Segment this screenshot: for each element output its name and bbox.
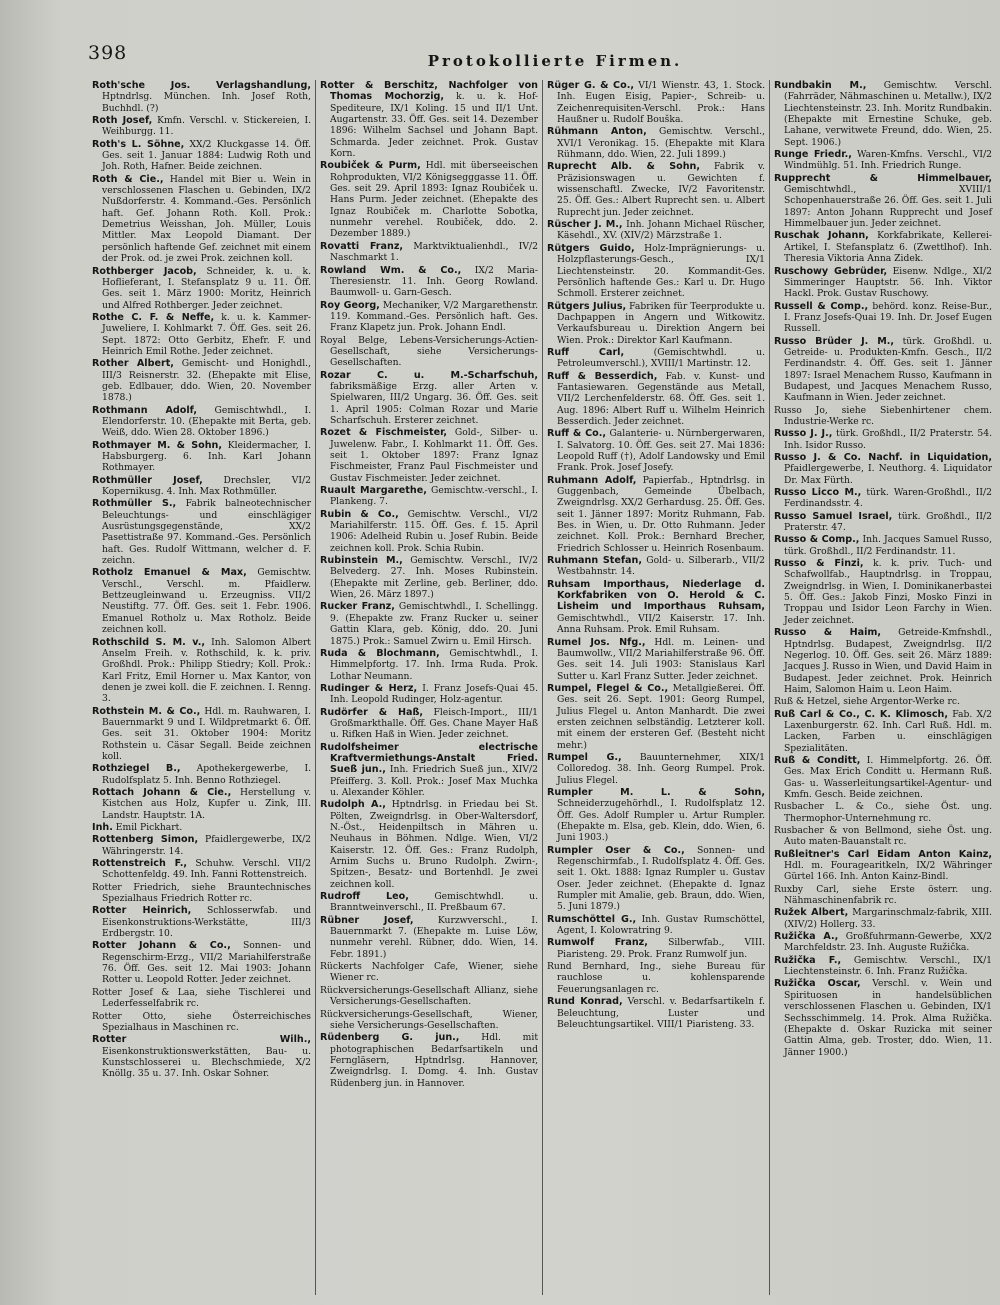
firm-details: Marktviktualienhdl., IV/2 Naschmarkt 1.	[330, 240, 538, 264]
register-entry	[547, 371, 765, 428]
firm-details: Gemischt- und Honighdl., III/3 Reisnerstr. 32. (Ehepakte mit Elise, geb. Edlbauer, ddo. Wien, 20. November 1878.)	[102, 358, 311, 404]
firm-details: Emil Pickhart.	[115, 822, 183, 833]
register-entry	[320, 509, 538, 554]
register-entry	[547, 752, 765, 786]
firm-name: Ružička A.,	[774, 931, 839, 943]
firm-details: Schlosserwfab. und Eisenkonstruktions-Werkstätte, III/3 Erdbergstr. 10.	[102, 905, 311, 940]
register-entry	[774, 884, 992, 907]
register-entry	[92, 940, 311, 985]
firm-details: türk. Großhdl. u. Getreide- u. Produkten-Kmfn. Gesch., II/2 Ferdinandstr. 4. Öff. Ges. seit 1. Jänner 1897: Israel Menachem Russo, Kaufmann in Budapest, und Jacques Menachem Russo, Kaufmann in Wien. Jeder zeichnet.	[784, 335, 992, 404]
register-entry	[92, 498, 311, 566]
firm-details: k. u. k. Kammer-Juweliere, I. Kohlmarkt 7. Öff. Ges. seit 26. Sept. 1872: Otto Gerbitz, Ehefr. F. und Heinrich Emil Rothe. Jeder zeichnet.	[102, 311, 312, 357]
firm-details: Kurzwverschl., I. Bauernmarkt 7. (Ehepakte m. Luise Löw, nunmehr verehl. Rübner, ddo. Wien, 14. Febr. 1891.)	[330, 914, 538, 960]
firm-name: Rothmüller Josef,	[92, 474, 203, 486]
register-entry	[92, 80, 311, 114]
firm-name: Roy Georg,	[320, 299, 380, 311]
firm-details: Gemischtw. Verschl., Verschl. m. Pfaidlerw. Bettzeugleinwand u. Erzeugniss. VII/2 Neustiftg. 77. Öff. Ges. seit 1. Febr. 1906. Emanuel Rotholz u. Max Rotholz. Beide zeichnen koll.	[102, 567, 312, 636]
firm-name: Ruß & Conditt,	[774, 754, 861, 766]
register-entry	[547, 637, 765, 682]
firm-details: Hdl. mit überseeischen Rohprodukten, VI/2 Königsegggasse 11. Öff. Ges. seit 29. April 1893: Ignaz Roubiček u. Hans Purm. Jeder zeichnet. (Ehepakte des Ignaz Roubiček m. Charlotte Sobotka, nunmehr verehel. Roubiček, ddo. 2. Dezember 1889.)	[330, 160, 538, 240]
register-entry	[547, 161, 765, 218]
firm-name: Ruhmann Adolf,	[547, 474, 637, 486]
firm-details: Inh. Jacques Samuel Russo, türk. Großhdl., II/2 Ferdinandstr. 11.	[784, 534, 992, 557]
firm-details: Verschl. v. Wein und Spirituosen in handelsüblichen verschlossenen Flaschen u. Gebinden, IX/1 Sechsschimmelg. 14. Prok. Alma Ružička. (Ehepakte d. Oskar Ruzicka mit seiner Gattin Alma, geb. Troster, ddo. Wien, 11. Jänner 1900.)	[784, 978, 992, 1058]
firm-details: Gemischtwhdl., I. Schellingg. 9. (Ehepakte zw. Franz Rucker u. seiner Gattin Klara, geb. König, ddo. 20. Juni 1875.) Prok.: Samuel Zwirn u. Emil Hirsch.	[330, 601, 538, 647]
firm-details: Getreide-Kmfnshdl., Hptndrlsg. Budapest, Zweigndrlsg. II/2 Negerlog. 10. Öff. Ges. seit 26. März 1889: Jacques J. Russo in Wien, und David Haim in Budapest. Jeder zeichnet. Prok. Heinrich Haim, Salomon Haim u. Leon Haim.	[784, 627, 992, 695]
firm-name: Rothstein M. & Co.,	[92, 705, 201, 717]
register-entry	[92, 266, 311, 311]
register-entry	[92, 882, 311, 905]
register-entry	[774, 558, 992, 626]
register-entry	[92, 987, 311, 1010]
register-entry	[774, 452, 992, 486]
register-entry	[774, 978, 992, 1057]
register-entry	[547, 347, 765, 370]
firm-details: Gemischtwhdl., I. Himmelpfortg. 17. Inh. Irma Ruda. Prok. Lothar Neumann.	[330, 647, 539, 682]
register-entry	[547, 475, 765, 554]
firm-name: Ružek Albert,	[774, 907, 849, 919]
firm-details: Fab. v. Kunst- und Fantasiewaren. Gegenstände aus Metall, VII/2 Lerchenfelderstr. 68. Öff. Ges. seit 1. Aug. 1896: Albert Ruff u. Wilhelm Heinrich Besserdich. Jeder zeichnet.	[557, 370, 765, 427]
firm-details: Pfaidlergewerbe, IX/2 Währingerstr. 14.	[102, 834, 312, 857]
firm-details: Hptndrlsg. München. Inh. Josef Roth, Buchhdl. (?)	[102, 91, 311, 114]
firm-name: Roth Josef,	[92, 115, 153, 127]
firm-name: Rozar C. u. M.-Scharfschuh,	[320, 369, 538, 381]
firm-name: Ruschak Johann,	[774, 230, 869, 242]
firm-details: Verschl. v. Bedarfsartikeln f. Beleuchtung, Luster und Beleuchtungsartikel. VIII/1 Piaristeng. 33.	[557, 996, 765, 1030]
firm-name: Rothmayer M. & Sohn,	[92, 439, 223, 451]
firm-details: Gemischtw. Verschl., XVI/1 Veronikag. 15. (Ehepakte mit Klara Rühmann, ddo. Wien, 22. Juli 1899.)	[557, 126, 766, 161]
register-entry	[92, 822, 311, 833]
register-entry	[320, 160, 538, 239]
register-entry	[320, 335, 538, 369]
firm-name: Rühmann Anton,	[547, 126, 647, 138]
firm-name: Rotter Johann & Co.,	[92, 940, 231, 952]
firm-name: Russo Brüder J. M.,	[774, 335, 895, 347]
firm-details: Bauunternehmer, XIX/1 Colloredog. 38. Inh. Georg Rumpel. Prok. Julius Flegel.	[557, 751, 765, 786]
firm-name: Rudinger & Herz,	[320, 682, 418, 694]
firm-name: Rudörfer & Haß,	[320, 706, 423, 718]
register-entry	[92, 1011, 311, 1034]
firm-details: Inh. Gustav Rumschöttel, Agent, I. Kolowratring 9.	[557, 913, 765, 937]
firm-name: Ruda & Blochmann,	[320, 647, 440, 659]
firm-details: Inh. Friedrich Sueß jun., XIV/2 Pfeifferg. 3. Koll. Prok.: Josef Max Muchka u. Alexander Köhler.	[330, 764, 538, 798]
firm-details: Rusbacher & von Bellmond, siehe Öst. ung. Auto maten-Bauanstalt rc.	[774, 825, 992, 848]
firm-name: Rumwolf Franz,	[547, 937, 648, 949]
firm-details: Hdl. m. Fouragearitkeln, IX/2 Währinger Gürtel 166. Inh. Anton Kainz-Bindl.	[784, 860, 992, 883]
firm-details: Herstellung v. Kistchen aus Holz, Kupfer u. Zink, III. Landstr. Hauptstr. 1A.	[102, 786, 312, 821]
page-number: 398	[88, 42, 128, 64]
register-entry	[547, 961, 765, 995]
register-entry	[320, 985, 538, 1008]
firm-details: k. u. k. Hof-Spediteure, IX/1 Koling. 15 und II/1 Unt. Augartenstr. 33. Öff. Ges. seit 14. Dezember 1896: Wilhelm Sachsel und Johann Bapt. Schmarda. Jeder zeichnet. Prok. Gustav Korn.	[330, 91, 539, 160]
firm-name: Rothberger Jacob,	[92, 265, 197, 277]
register-entry	[547, 555, 765, 578]
firm-name: Russo J. J.,	[774, 428, 833, 440]
register-entry	[547, 219, 765, 242]
column-3	[542, 80, 769, 1295]
firm-details: IX/2 Maria-Theresienstr. 11. Inh. Georg Rowland. Baumwoll- u. Garn-Gesch.	[330, 264, 538, 299]
firm-name: Ruff & Co.,	[547, 428, 606, 440]
register-entry	[320, 707, 538, 741]
firm-name: Rußleitner's Carl Eidam Anton Kainz,	[774, 848, 992, 860]
firm-details: Fabriken für Teerprodukte u. Dachpappen in Angern und Witkowitz. Verkaufsbureau u. Direktion Angern bei Wien. Prok.: Direktor Karl Kaufmann.	[557, 300, 765, 346]
firm-name: Russo & Comp.,	[774, 534, 860, 546]
register-entry	[320, 265, 538, 299]
register-entry	[774, 487, 992, 510]
register-entry	[92, 637, 311, 705]
register-entry	[320, 300, 538, 334]
register-entry	[92, 763, 311, 786]
register-entry	[320, 485, 538, 508]
firm-details: Drechsler, VI/2 Kopernikusg. 4. Inh. Max Rothmüller.	[102, 474, 311, 498]
firm-details: Gemischtw. Verschl., IX/1 Liechtensteinstr. 6. Inh. Franz Ružička.	[784, 954, 993, 978]
firm-name: Rotholz Emanuel & Max,	[92, 567, 247, 579]
firm-details: VI/1 Wienstr. 43, 1. Stock. Inh. Eugen Eisig, Papier-, Schreib- u. Zeichenrequisiten-Verschl. Prok.: Hans Haußner u. Rudolf Bouška.	[557, 80, 765, 126]
register-entry	[320, 648, 538, 682]
firm-details: Kmfn. Verschl. v. Stickereien, I. Weihburgg. 11.	[102, 115, 312, 138]
firm-name: Russo Licco M.,	[774, 487, 862, 499]
page-title: Protokollierte Firmen.	[427, 52, 683, 70]
register-entry	[774, 149, 992, 172]
firm-name: Inh.	[92, 822, 113, 833]
register-entry	[774, 696, 992, 707]
firm-name: Rucker Franz,	[320, 601, 395, 613]
register-entry	[92, 358, 311, 403]
firm-details: Galanterie- u. Nürnbergerwaren, I. Salvatorg. 10. Öff. Ges. seit 27. Mai 1836: Leopold Ruff (†), Adolf Landowsky und Emil Frank. Prok. Josef Josefy.	[557, 428, 765, 474]
firm-name: Rudolfsheimer electrische Kraftvermiethungs-Anstalt Fried. Sueß jun.,	[320, 741, 538, 776]
register-entry	[547, 683, 765, 751]
firm-name: Ruault Margarethe,	[320, 485, 427, 497]
column-2	[315, 80, 542, 1295]
firm-details: Inh. Johann Michael Rüscher, Käsehdl., XV. (XIV/2) Märzstraße 1.	[557, 219, 766, 242]
register-entry	[774, 80, 992, 148]
firm-details: Schneider, k. u. k. Hoflieferant, I. Stefansplatz 9 u. 11. Öff. Ges. seit 1. März 1900: Moritz, Heinrich und Alfred Rothberger. Jeder zeichnet.	[102, 265, 311, 311]
firm-details: Ruß & Hetzel, siehe Argentor-Werke rc.	[774, 696, 960, 708]
firm-name: Ružička F.,	[774, 954, 842, 966]
register-entry	[92, 139, 311, 173]
firm-name: Ruß Carl & Co., C. K. Klimosch,	[774, 708, 949, 720]
register-entry	[774, 931, 992, 954]
firm-name: Ruhmann Stefan,	[547, 555, 642, 567]
firm-name: Rund Konrad,	[547, 996, 623, 1008]
register-entry	[547, 301, 765, 346]
firm-name: Roth's L. Söhne,	[92, 138, 185, 150]
firm-name: Rottach Johann & Cie.,	[92, 786, 232, 798]
firm-details: Hdl. m. Leinen- und Baumwollw., VII/2 Mariahilferstraße 96. Öff. Ges. seit 14. Juli 1903: Stanislaus Karl Sutter u. Karl Franz Sutter. Jeder zeichnet.	[557, 636, 765, 682]
register-columns	[88, 80, 996, 1295]
firm-details: fabriksmäßige Erzg. aller Arten v. Spielwaren, III/2 Ungarg. 36. Öff. Ges. seit 1. April 1905: Colman Rozar und Marie Scharfschuh. Ersterer zeichnet.	[330, 380, 538, 426]
register-entry	[320, 891, 538, 914]
firm-details: Apothekergewerbe, I. Rudolfsplatz 5. Inh. Benno Rothziegel.	[102, 763, 311, 786]
firm-details: I. Franz Josefs-Quai 45. Inh. Leopold Rudinger, Holz-agentur.	[330, 682, 538, 706]
register-entry	[774, 755, 992, 800]
firm-name: Rothschild S. M. v.,	[92, 636, 206, 648]
register-entry	[92, 405, 311, 439]
firm-details: Pfaidlergewerbe, I. Neuthorg. 4. Liquidator Dr. Max Fürth.	[784, 463, 992, 486]
firm-details: Gemischtw.-verschl., I. Plankeng. 7.	[330, 485, 539, 508]
firm-details: Hdl. mit photographischen Bedarfsartikeln und Ferngläsern, Hptndrlsg. Hannover, Zweigndrlsg. I. Domg. 4. Inh. Gustav Rüdenberg jun. in Hannover.	[330, 1032, 539, 1089]
firm-name: Rüger G. & Co.,	[547, 80, 634, 91]
firm-name: Rumel Jos. Nfg.,	[547, 636, 646, 648]
firm-name: Runge Friedr.,	[774, 149, 852, 161]
firm-details: I. Himmelpfortg. 26. Öff. Ges. Max Erich Conditt u. Hermann Ruß. Gas- u. Wasserleitungsartikel-Agentur- und Kmfn. Gesch. Beide zeichnen.	[784, 754, 992, 800]
register-entry	[547, 845, 765, 913]
firm-name: Rottenberg Simon,	[92, 834, 199, 846]
firm-name: Rudolph A.,	[320, 799, 386, 811]
firm-details: Holz-Imprägnierungs- u. Holzpflasterungs-Gesch., IX/1 Liechtensteinstr. 20. Kommandit-Ges. Persönlich haftende Ges.: Karl u. Dr. Hugo Schmoll. Ersterer zeichnet.	[557, 242, 765, 300]
register-entry	[92, 834, 311, 857]
register-entry	[320, 601, 538, 646]
firm-details: Rund Bernhard, Ing., siehe Bureau für rauchlose u. kohlensparende Feuerungsanlagen rc.	[547, 961, 765, 995]
firm-details: Gemischtwhdl., VII/2 Kaiserstr. 17. Inh. Anna Ruhsam. Prok. Emil Ruhsam.	[557, 612, 765, 636]
firm-details: Rückversicherungs-Gesellschaft Allianz, siehe Versicherungs-Gesellschaften.	[320, 984, 538, 1008]
firm-name: Russo Samuel Israel,	[774, 510, 893, 522]
firm-name: Ruff & Besserdich,	[547, 370, 658, 382]
firm-details: Eisenkonstruktionswerkstätten, Bau- u. Kunstschlosserei u. Blechschmiede, X/2 Knöllg. 35 u. 37. Inh. Oskar Sohner.	[102, 1045, 311, 1080]
register-entry	[547, 996, 765, 1030]
register-entry	[320, 1032, 538, 1089]
firm-details: Rotter Friedrich, siehe Brauntechnisches Spezialhaus Friedrich Rotter rc.	[92, 881, 311, 905]
register-entry	[774, 534, 992, 557]
firm-details: Gold- u. Silberarb., VII/2 Westbahnstr. 14.	[557, 555, 765, 578]
firm-name: Roth & Cie.,	[92, 173, 164, 185]
firm-name: Rothe C. F. & Neffe,	[92, 311, 215, 323]
register-entry	[320, 427, 538, 484]
register-entry	[547, 80, 765, 125]
firm-details: Silberwfab., VIII. Piaristeng. 29. Prok. Franz Rumwolf jun.	[557, 937, 765, 960]
firm-name: Rumschöttel G.,	[547, 913, 637, 925]
firm-name: Ruhsam Importhaus, Niederlage d. Korkfabriken von O. Herold & C. Lisheim und Importhaus Ruhsam,	[547, 578, 765, 613]
register-entry	[547, 914, 765, 937]
firm-details: Mechaniker, V/2 Margarethenstr. 119. Kommand.-Ges. Persönlich haft. Ges. Franz Klapetz jun. Prok. Johann Endl.	[330, 299, 538, 334]
firm-details: Rusbacher L. & Co., siehe Öst. ung. Thermophor-Unternehmung rc.	[774, 801, 992, 824]
register-entry	[547, 428, 765, 473]
firm-details: (Gemischtwhdl. u. Petroleumverschl.), XVIII/1 Martinstr. 12.	[557, 346, 765, 370]
register-entry	[774, 825, 992, 848]
firm-name: Rütgers Guido,	[547, 242, 635, 254]
column-1	[88, 80, 315, 1295]
firm-details: Waren-Kmfns. Verschl., VI/2 Windmühlg. 51. Inh. Friedrich Runge.	[784, 149, 993, 172]
firm-name: Russell & Comp.,	[774, 300, 869, 312]
firm-details: Gold-, Silber- u. Juwelenw. Fabr., I. Kohlmarkt 11. Öff. Ges. seit 1. Oktober 1897: Franz Ignaz Fischmeister, Franz Paul Fischmeister und Gustav Fischmeister. Jeder zeichnet.	[330, 427, 538, 484]
register-entry	[320, 80, 538, 159]
firm-details: Gemischtwhdl. u. Branntweinverschl., II. Preßbaum 67.	[330, 891, 539, 914]
firm-details: Fabrik balneotechnischer Beleuchtungs- und einschlägiger Ausrüstungsgegenstände, XX/2 Pasettistraße 97. Kommand.-Ges. Persönlich haft. Ges. Rudolf Wittmann, welcher d. F. zeichn.	[102, 498, 311, 567]
firm-name: Rotter Heinrich,	[92, 905, 192, 917]
firm-details: Rückversicherungs-Gesellschaft, Wiener, siehe Versicherungs-Gesellschaften.	[320, 1008, 538, 1031]
firm-name: Rotter Wilh.,	[92, 1034, 311, 1046]
firm-name: Ruprecht Alb. & Sohn,	[547, 161, 701, 173]
register-entry	[774, 511, 992, 534]
register-entry	[92, 115, 311, 138]
firm-name: Rupprecht & Himmelbauer,	[774, 172, 992, 184]
register-entry	[774, 801, 992, 824]
firm-name: Russo J. & Co. Nachf. in Liquidation,	[774, 452, 992, 463]
firm-details: Großfuhrmann-Gewerbe, XX/2 Marchfeldstr. 23. Inh. Auguste Ružička.	[784, 931, 992, 954]
firm-details: Royal Belge, Lebens-Versicherungs-Actien-Gesellschaft, siehe Versicherungs-Gesellschaften.	[320, 334, 538, 369]
firm-name: Rothziegel B.,	[92, 763, 181, 775]
firm-name: Rubin & Co.,	[320, 508, 399, 520]
firm-details: Sonnen- und Regenschirmfab., I. Rudolfsplatz 4. Öff. Ges. seit 1. Okt. 1888: Ignaz Rumpler u. Gustav Oser. Jeder zeichnet. (Ehepakte d. Ignaz Rumpler mit Amalie, geb. Braun, ddo. Wien, 5. Juni 1879.)	[557, 844, 765, 913]
firm-name: Rovatti Franz,	[320, 240, 404, 252]
firm-name: Rozet & Fischmeister,	[320, 427, 448, 439]
firm-details: Schneiderzugehörhdl., I. Rudolfsplatz 12. Öff. Ges. Adolf Rumpler u. Artur Rumpler. (Ehepakte m. Elsa, geb. Klein, ddo. Wien, 6. Juni 1903.)	[557, 798, 765, 844]
firm-details: türk. Waren-Großhdl., II/2 Ferdinandsstr. 4.	[784, 487, 992, 510]
firm-details: Margarinschmalz-fabrik, XIII. (XIV/2) Hollerg. 33.	[784, 907, 992, 930]
firm-details: Hdl. m. Rauhwaren, I. Bauernmarkt 9 und I. Wildpretmarkt 6. Öff. Ges. seit 31. Oktober 1904: Moritz Rothstein u. Cäsar Segall. Beide zeichnen koll.	[102, 705, 311, 762]
firm-name: Rowland Wm. & Co.,	[320, 264, 462, 276]
register-entry	[774, 907, 992, 930]
firm-details: Metallgießerei. Öff. Ges. seit 26. Sept. 1901: Georg Rumpel, Julius Flegel u. Anton Manhardt. Die zwei ersten zeichnen selbständig. Letzterer koll. mit einem der ersteren Gef. (Besteht nicht mehr.)	[557, 682, 766, 751]
register-entry	[320, 555, 538, 600]
firm-details: Papierfab., Hptndrlsg. in Guggenbach, Gemeinde Übelbach, Zweigndrlsg. XX/2 Gerhardusg. 25. Öff. Ges. seit 1. Jänner 1897: Moritz Ruhmann, Fab. Bes. in Wien, u. Dr. Otto Ruhmann. Jeder zeichnet. Koll. Prok.: Bernhard Brecher, Friedrich Schlosser u. Heinrich Rosenbaum.	[557, 474, 766, 554]
firm-name: Ruff Carl,	[547, 346, 625, 358]
firm-details: k. k. priv. Tuch- und Schafwollfab., Hauptndrlsg. in Troppau, Zweigndrlsg. in Wien, I. Dominikanerbastei 5. Öff. Ges.: Jakob Finzi, Mosko Finzi in Troppau und Isidor Leon Farchy in Wien. Jeder zeichnet.	[784, 558, 992, 626]
register-entry	[774, 405, 992, 428]
firm-name: Rüdenberg G. jun.,	[320, 1032, 460, 1044]
firm-details: Fabrik v. Präzisionswagen u. Gewichten f. wissenschaftl. Zwecke, IV/2 Favoritenstr. 25. Öff. Ges.: Albert Ruprecht sen. u. Albert Ruprecht jun. Jeder zeichnet.	[557, 161, 766, 218]
firm-details: Ruxby Carl, siehe Erste österr. ung. Nähmaschinenfabrik rc.	[774, 883, 992, 907]
register-entry	[774, 849, 992, 883]
column-4	[769, 80, 996, 1295]
register-entry	[320, 1009, 538, 1032]
register-entry	[774, 173, 992, 230]
firm-name: Rütgers Julius,	[547, 300, 627, 312]
firm-details: Gemischtw. Verschl., IV/2 Belvederg. 27. Inh. Moses Rubinstein. (Ehepakte mit Zerline, geb. Berliner, ddo. Wien, 26. März 1897.)	[330, 555, 539, 601]
firm-details: Fab. X/2 Laxenburgerstr. 62. Inh. Carl Ruß. Hdl. m. Lacken, Farben u. einschlägigen Spezialitäten.	[784, 708, 992, 754]
register-entry	[320, 961, 538, 984]
register-entry	[774, 266, 992, 300]
register-entry	[774, 301, 992, 335]
register-entry	[92, 905, 311, 939]
firm-name: Rothmüller S.,	[92, 498, 177, 510]
firm-details: Inh. Salomon Albert Anselm Freih. v. Rothschild, k. k. priv. Großhdl. Prok.: Philipp Stiedry; Koll. Prok.: Karl Fritz, Emil Horner u. Max Kantor, von denen je zwei koll. die F. zeichnen. I. Renng. 3.	[102, 636, 312, 705]
firm-name: Russo & Haim,	[774, 627, 882, 639]
firm-name: Roubiček & Purm,	[320, 160, 421, 172]
firm-details: XX/2 Kluckgasse 14. Öff. Ges. seit 1. Januar 1884: Ludwig Roth und Joh. Roth, Hafner. Beide zeichnen.	[102, 138, 311, 173]
firm-name: Russo & Finzi,	[774, 558, 864, 570]
firm-details: Rotter Josef & Laa, siehe Tischlerei und Lederfesselfabrik rc.	[92, 986, 311, 1010]
register-entry	[774, 709, 992, 754]
firm-details: behörd. konz. Reise-Bur., I. Franz Josefs-Quai 19. Inh. Dr. Josef Eugen Russell.	[784, 300, 992, 335]
firm-details: Schuhw. Verschl. VII/2 Schottenfeldg. 49. Inh. Fanni Rottenstreich.	[102, 858, 311, 881]
firm-details: Gemischtwhdl., XVIII/1 Schopenhauerstraße 26. Öff. Ges. seit 1. Juli 1897: Anton Johann Rupprecht und Josef Himmelbauer jun. Jeder zeichnet.	[784, 184, 992, 230]
register-entry	[774, 336, 992, 404]
register-entry	[547, 243, 765, 300]
firm-name: Rumpler M. L. & Sohn,	[547, 786, 765, 798]
firm-name: Rottenstreich F.,	[92, 858, 188, 870]
firm-name: Rubinstein M.,	[320, 555, 403, 567]
register-entry	[92, 1034, 311, 1079]
firm-name: Ruschowy Gebrüder,	[774, 265, 888, 277]
firm-details: Russo Jo, siehe Siebenhirtener chem. Industrie-Werke rc.	[774, 404, 992, 427]
firm-name: Rübner Josef,	[320, 914, 414, 926]
register-entry	[320, 742, 538, 799]
firm-details: Rückerts Nachfolger Cafe, Wiener, siehe Wiener rc.	[320, 961, 538, 984]
firm-name: Rudroff Leo,	[320, 891, 409, 903]
register-entry	[92, 567, 311, 635]
register-entry	[92, 312, 311, 357]
firm-details: Hptndrlsg. in Friedau bei St. Pölten, Zweigndrlsg. in Ober-Waltersdorf, N.-Öst., Heidenpiltsch in Mähren u. Neuhaus in Böhmen. Ndlge. Wien, VI/2 Kaiserstr. 12. Öff. Ges.: Franz Rudolph, Arnim Suchs u. Bruno Rudolph. Zwirn-, Spitzen-, Besatz- und Bortenhdl. Je zwei zeichnen koll.	[330, 799, 538, 890]
firm-name: Rüscher J. M.,	[547, 219, 623, 231]
firm-details: Kleidermacher, I. Habsburgerg. 6. Inh. Karl Johann Rothmayer.	[102, 439, 311, 474]
firm-name: Rotter & Berschitz, Nachfolger von Thomas Mochorzig,	[320, 80, 538, 103]
register-entry	[547, 579, 765, 636]
firm-name: Roth'sche Jos. Verlagshandlung,	[92, 80, 311, 91]
register-entry	[774, 230, 992, 264]
firm-name: Rundbakin M.,	[774, 80, 867, 91]
firm-details: Rotter Otto, siehe Österreichisches Spezialhaus in Maschinen rc.	[92, 1010, 311, 1033]
firm-name: Rothmann Adolf,	[92, 404, 197, 416]
firm-name: Rumpel G.,	[547, 751, 622, 763]
firm-details: Fleisch-Import., III/1 Großmarkthalle. Öff. Ges. Chane Mayer Haß u. Rifken Haß in Wien. Jeder zeichnet.	[330, 706, 539, 741]
register-entry	[92, 858, 311, 881]
register-entry	[774, 627, 992, 695]
firm-name: Ružička Oscar,	[774, 978, 861, 990]
register-entry	[320, 370, 538, 427]
register-entry	[547, 126, 765, 160]
register-entry	[320, 683, 538, 706]
register-entry	[320, 241, 538, 264]
register-entry	[92, 787, 311, 821]
register-entry	[92, 174, 311, 265]
firm-details: türk. Großhdl., II/2 Praterstr. 54. Inh. Isidor Russo.	[784, 428, 993, 451]
register-entry	[774, 428, 992, 451]
firm-name: Rumpel, Flegel & Co.,	[547, 682, 669, 694]
firm-details: Gemischtw. Verschl. (Fahrräder, Nähmaschinen u. Metallw.), IX/2 Liechtensteinstr. 23. Inh. Moritz Rundbakin. (Ehepakte mit Ernestine Schuke, geb. Lahane, verwitwete Freund, ddo. Wien, 25. Sept. 1906.)	[784, 80, 993, 148]
firm-details: Sonnen- und Regenschirm-Erzg., VII/2 Mariahilferstraße 76. Öff. Ges. seit 12. Mai 1903: Johann Rotter u. Leopold Rotter. Jeder zeichnet.	[102, 940, 311, 986]
register-entry	[92, 475, 311, 498]
register-entry	[320, 799, 538, 890]
register-entry	[547, 787, 765, 844]
register-entry	[320, 915, 538, 960]
register-entry	[92, 706, 311, 763]
firm-details: Handel mit Bier u. Wein in verschlossenen Flaschen u. Gebinden, IX/2 Nußdorferstr. 4. Kommand.-Ges. Persönlich haft. Gef. Johann Roth. Koll. Prok.: Demetrius Weisshan, Joh. Müller, Louis Mittler. Max Leopold Diamant. Der persönlich haftende Gef. zeichnet mit einem der Prok. od. je zwei Prok. zeichnen koll.	[102, 173, 312, 265]
firm-name: Rumpler Oser & Co.,	[547, 844, 685, 856]
firm-name: Rother Albert,	[92, 358, 174, 370]
firm-details: Gemischtw. Verschl., VI/2 Mariahilferstr. 115. Öff. Ges. f. 15. April 1906: Adelheid Rubin u. Josef Rubin. Beide zeichnen koll. Prok. Schia Rubin.	[330, 508, 539, 554]
firm-details: Gemischtwhdl., I. Elendorferstr. 10. (Ehepakte mit Berta, geb. Weiß, ddo. Wien 28. Oktober 1896.)	[102, 404, 311, 439]
register-entry	[92, 440, 311, 474]
firm-details: Korkfabrikate, Kellerei-Artikel, I. Stefansplatz 6. (Zwettlhof). Inh. Theresia Viktoria Anna Zidek.	[784, 230, 992, 265]
register-entry	[774, 955, 992, 978]
firm-details: türk. Großhdl., II/2 Praterstr. 47.	[784, 510, 992, 534]
firm-details: Eisenw. Ndlge., XI/2 Simmeringer Hauptstr. 56. Inh. Viktor Hackl. Prok. Gustav Ruschowy.	[784, 265, 992, 300]
register-entry	[547, 937, 765, 960]
